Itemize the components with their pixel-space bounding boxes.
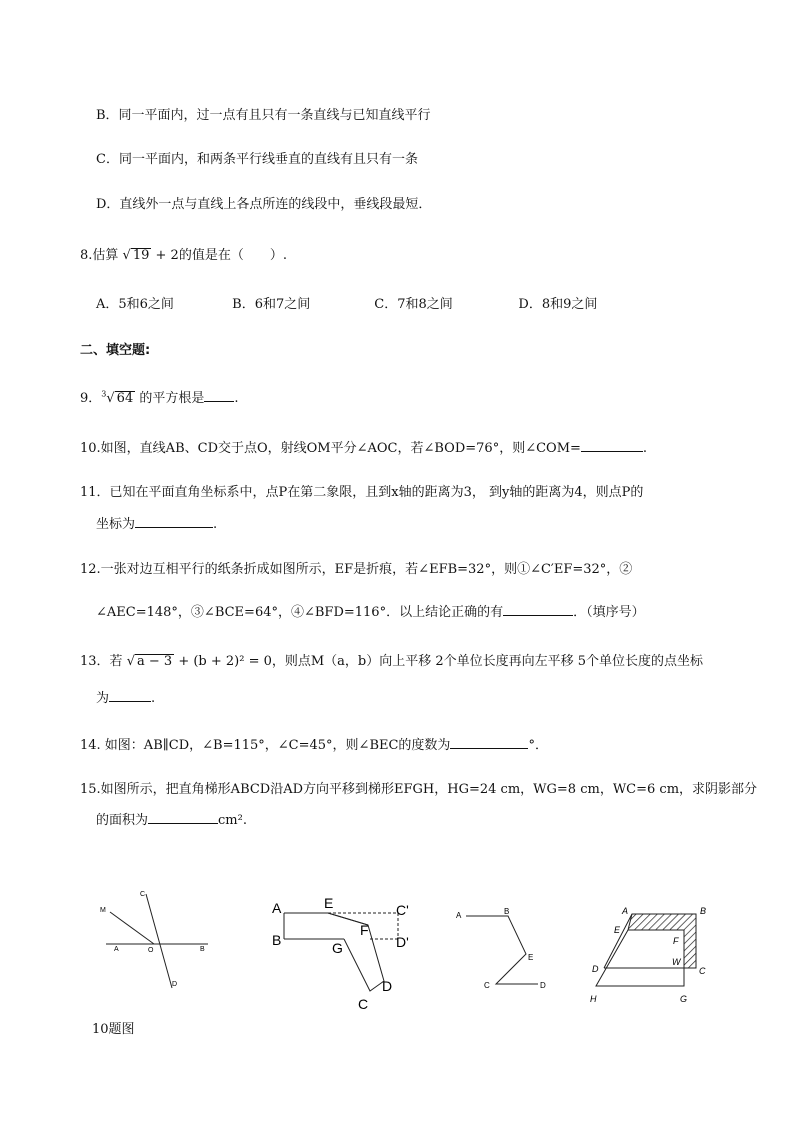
q11-text: 坐标为 xyxy=(96,517,136,532)
label-a: A xyxy=(272,900,282,916)
label-c-prime: C' xyxy=(396,902,409,918)
q13-text2: 为 xyxy=(96,691,110,706)
figure-10 xyxy=(96,888,216,998)
trapezoid-ad xyxy=(604,914,632,968)
q11-end: . xyxy=(213,517,218,532)
option-d: D．直线外一点与直线上各点所连的线段中，垂线段最短． xyxy=(96,197,432,212)
option-b: B．同一平面内，过一点有且只有一条直线与已知直线平行 xyxy=(96,108,431,123)
q15-blank[interactable] xyxy=(148,811,218,824)
q12-end: ．（填序号） xyxy=(573,605,645,620)
label-c: C xyxy=(699,966,706,976)
label-w: W xyxy=(672,957,681,967)
sqrt-sign: √ xyxy=(122,248,131,263)
question-15-line2 xyxy=(96,809,247,828)
q14-text: 14. 如图：AB∥CD，∠B=115°，∠C=45°，则∠BEC的度数为 xyxy=(80,738,451,753)
label-g: G xyxy=(680,994,688,1004)
label-g: G xyxy=(332,940,343,956)
ray-om xyxy=(110,912,154,944)
label-b: B xyxy=(700,906,707,916)
q13-prefix: 13．若 xyxy=(80,654,123,669)
label-c: C xyxy=(358,996,369,1012)
question-13-line2 xyxy=(96,687,155,706)
q10-end: . xyxy=(642,441,648,456)
sqrt-sign: √ xyxy=(126,654,135,669)
figure-12 xyxy=(268,893,418,1023)
q11-blank[interactable] xyxy=(135,515,213,528)
question-15-line1: 15.如图所示，把直角梯形ABCD沿AD方向平移到梯形EFGH，HG=24 cm，WG=8 cm，WC=6 cm，求阴影部分 xyxy=(80,782,758,797)
question-14 xyxy=(80,734,548,753)
q13-end: . xyxy=(151,691,156,706)
option-c: C．同一平面内，和两条平行线垂直的直线有且只有一条 xyxy=(96,152,418,167)
q10-text: 10.如图，直线AB、CD交于点O，射线OM平分∠AOC，若∠BOD=76°，则∠COM= xyxy=(80,441,581,456)
label-d: D xyxy=(592,964,599,974)
q15-end: cm². xyxy=(218,813,247,828)
figure-10-caption: 10题图 xyxy=(92,1022,135,1037)
question-12-line1: 12.一张对边互相平行的纸条折成如图所示，EF是折痕，若∠EFB=32°，则①∠C′EF=32°，② xyxy=(80,562,633,577)
label-c: C xyxy=(140,891,146,898)
label-b: B xyxy=(272,932,282,948)
label-d: D xyxy=(382,978,393,994)
label-a: A xyxy=(456,911,462,920)
label-d: D xyxy=(540,981,546,990)
label-h: H xyxy=(590,994,597,1004)
question-8 xyxy=(80,244,287,263)
q8-option-a: A．5和6之间 xyxy=(96,297,174,312)
label-a: A xyxy=(622,906,629,916)
q13-radicand: a − 3 xyxy=(136,654,173,669)
path-abecd xyxy=(466,916,538,984)
label-a: A xyxy=(114,946,119,953)
q10-blank[interactable] xyxy=(581,439,643,452)
q14-blank[interactable] xyxy=(450,736,528,749)
label-f: F xyxy=(673,936,679,946)
figure-15 xyxy=(588,898,718,1013)
q15-text: 的面积为 xyxy=(96,813,149,828)
label-f: F xyxy=(360,922,369,938)
label-e: E xyxy=(324,895,334,911)
question-11-line2 xyxy=(96,513,217,532)
question-13-line1 xyxy=(80,650,703,669)
q9-end: . xyxy=(234,391,239,406)
figure-14 xyxy=(454,902,564,1002)
label-e: E xyxy=(614,925,621,935)
q9-radicand: 64 xyxy=(116,391,134,406)
q9-text: 的平方根是 xyxy=(139,391,205,406)
section-fill-blank: 二、填空题: xyxy=(80,343,151,358)
q8-suffix: + 2的值是在（ ）. xyxy=(155,248,287,263)
q9-prefix: 9． xyxy=(80,391,102,406)
q12-blank[interactable] xyxy=(503,603,573,616)
q9-blank[interactable] xyxy=(204,389,234,402)
label-c: C xyxy=(484,981,490,990)
label-b: B xyxy=(200,946,205,953)
q8-option-c: C．7和8之间 xyxy=(374,297,453,312)
q8-option-d: D．8和9之间 xyxy=(518,297,598,312)
q8-radicand: 19 xyxy=(132,248,150,263)
label-d: D xyxy=(172,981,178,988)
question-11-line1: 11．已知在平面直角坐标系中，点P在第二象限，且到x轴的距离为3， 到y轴的距离为4，则点P的 xyxy=(80,485,644,500)
question-12-line2 xyxy=(96,601,645,620)
q14-end: °． xyxy=(528,738,548,753)
q8-options xyxy=(96,293,597,312)
shaded-region xyxy=(628,914,696,968)
label-m: M xyxy=(100,907,106,914)
q8-prefix: 8.估算 xyxy=(80,248,119,263)
cube-root-sign: √ xyxy=(106,391,115,406)
label-d-prime: D' xyxy=(396,934,409,950)
q13-blank[interactable] xyxy=(109,689,151,702)
q8-option-b: B．6和7之间 xyxy=(232,297,311,312)
label-o: O xyxy=(148,947,154,954)
q9-root-index: 3 xyxy=(101,389,107,399)
question-9 xyxy=(80,387,239,406)
label-e: E xyxy=(528,953,534,962)
label-b: B xyxy=(504,907,510,916)
q13-text: + (b + 2)² = 0，则点M（a，b）向上平移 2个单位长度再向左平移 5个单位长度的点坐标 xyxy=(178,654,704,669)
q12-text: ∠AEC=148°，③∠BCE=64°，④∠BFD=116°．以上结论正确的有 xyxy=(96,605,504,620)
question-10 xyxy=(80,437,647,456)
